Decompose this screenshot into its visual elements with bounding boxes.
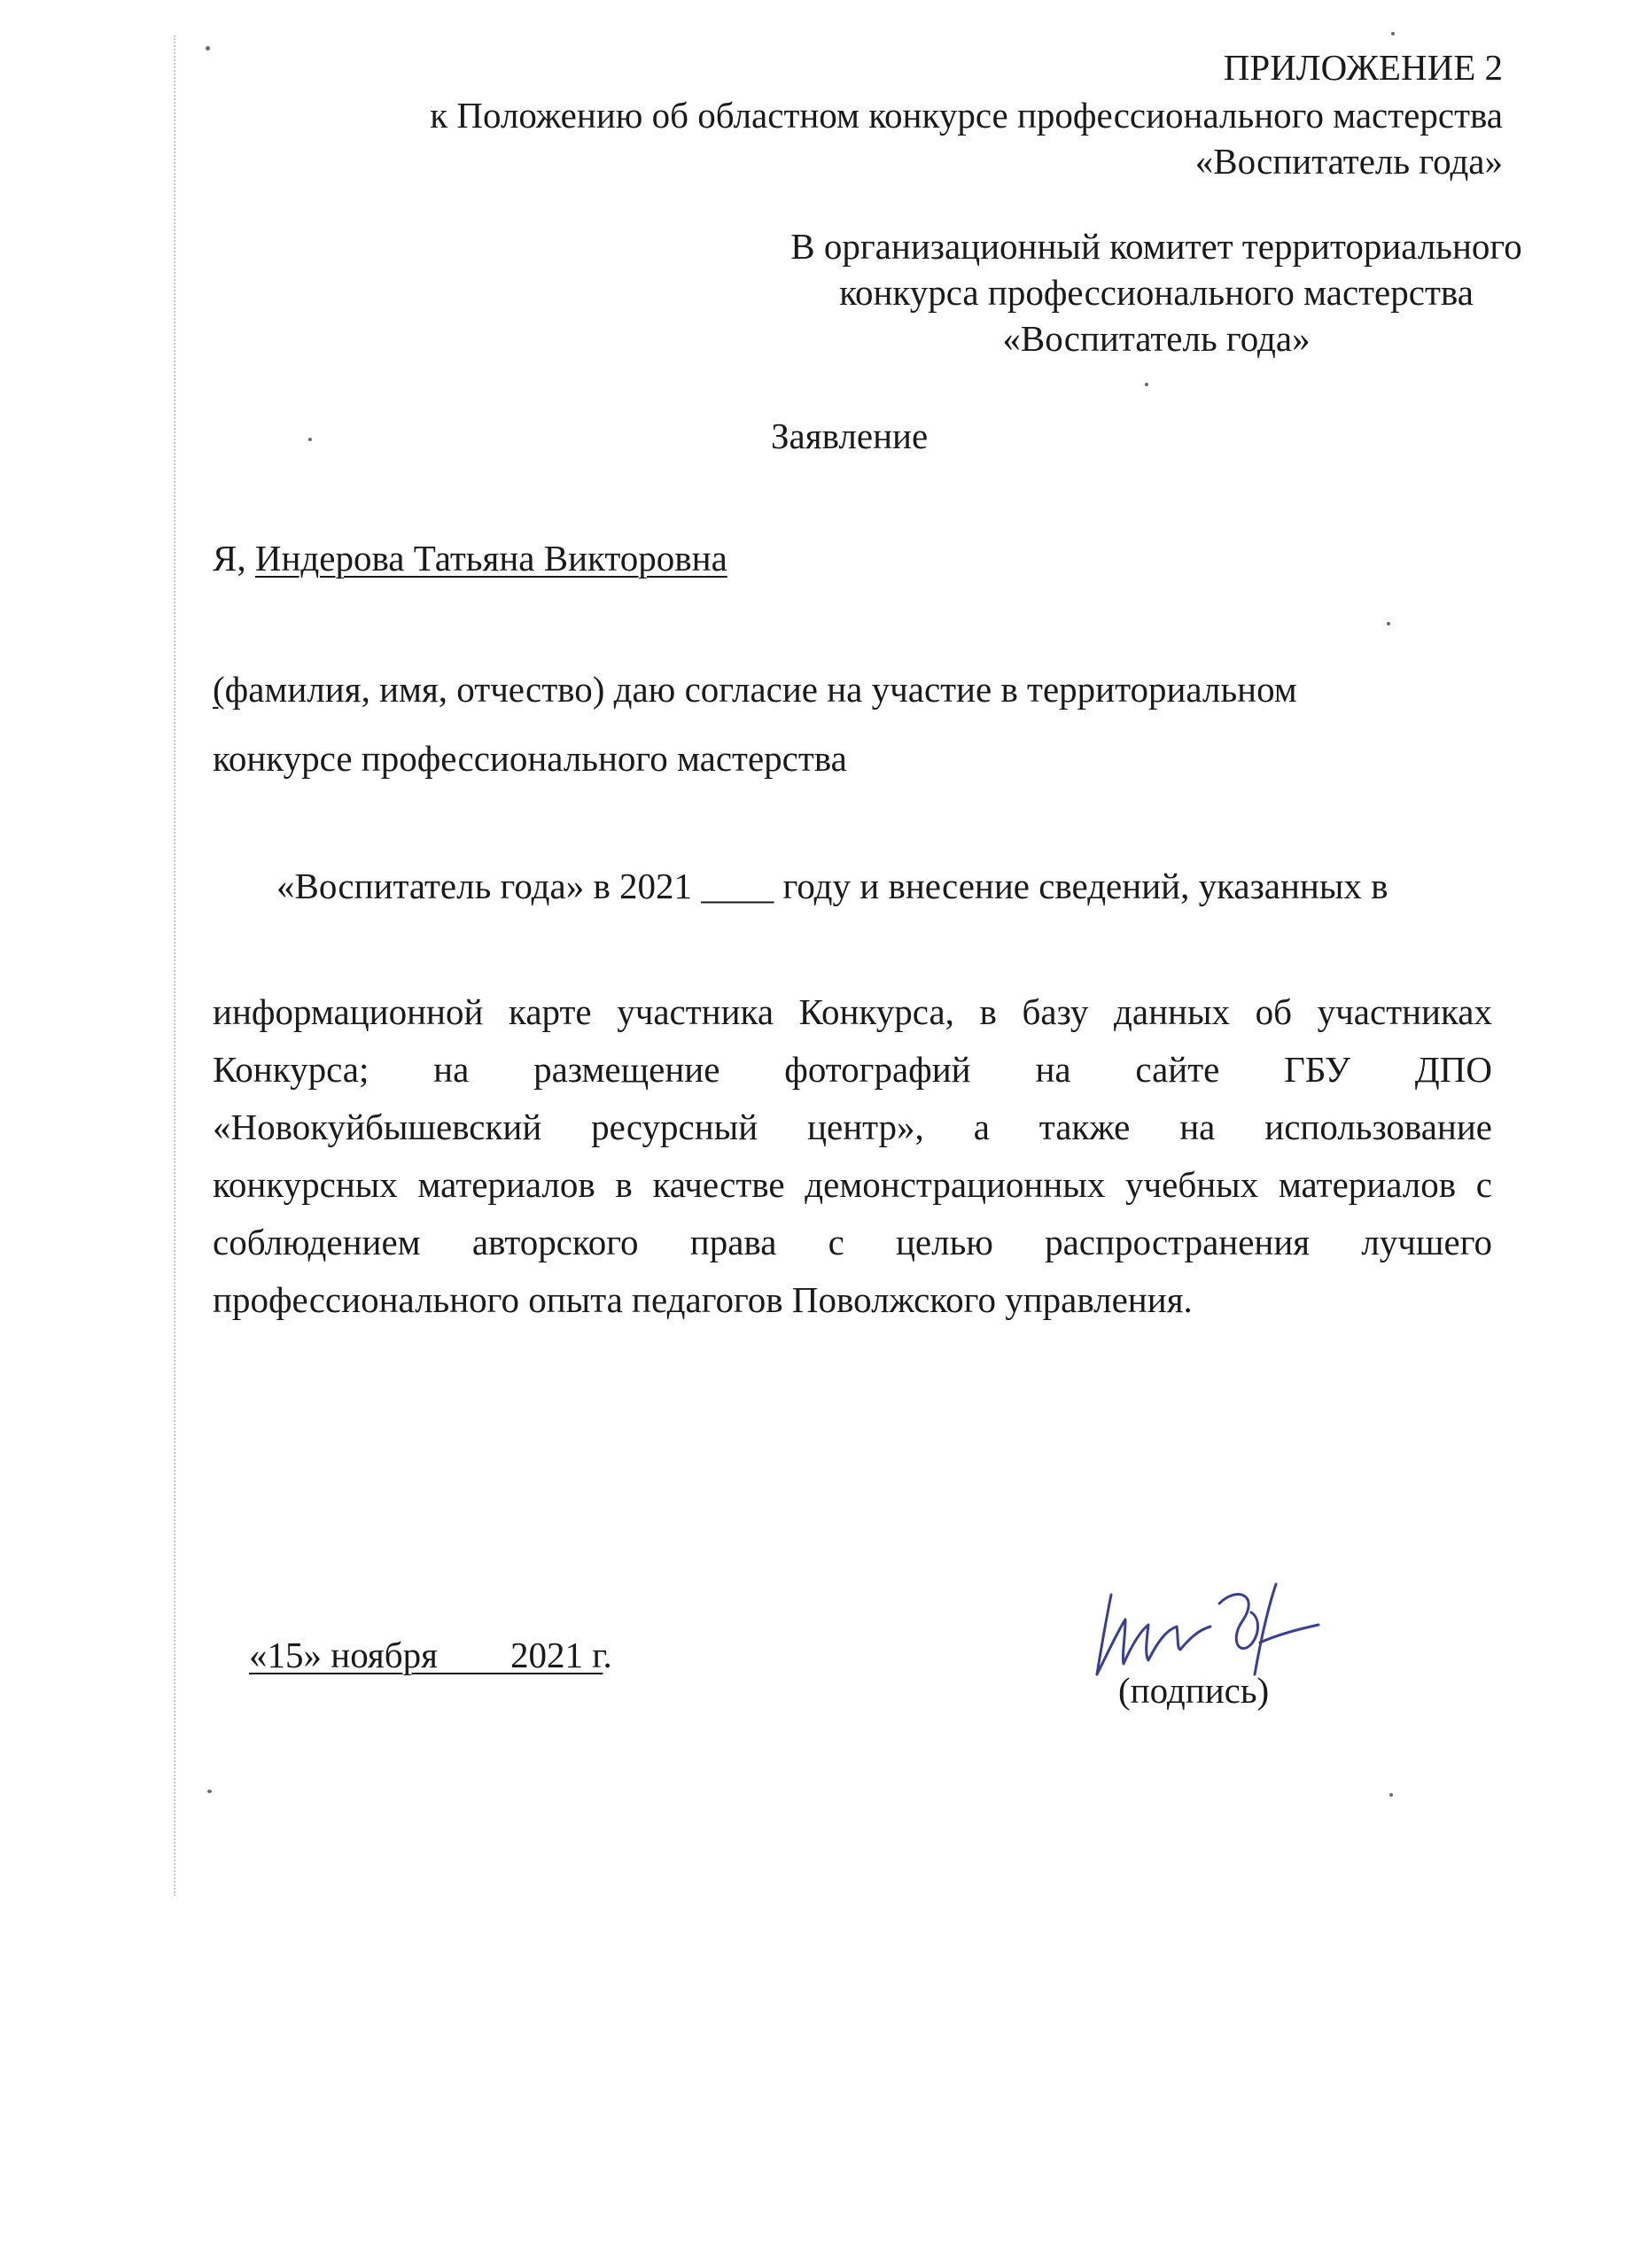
addressee-line-2: конкурса профессионального мастерства	[839, 272, 1474, 313]
regulation-reference: к Положению об областном конкурсе профессионального мастерства	[430, 95, 1503, 136]
date-period: .	[603, 1635, 612, 1675]
consent-line-2: конкурсе профессионального мастерства	[213, 738, 847, 779]
signature-label: (подпись)	[1118, 1670, 1270, 1711]
scan-speck	[1389, 1793, 1393, 1797]
contest-name: «Воспитатель года»	[1194, 141, 1503, 182]
paragraph-line: информационной карте участника Конкурса, в базу данных об участниках	[213, 991, 1492, 1032]
paragraph-line: Конкурса; на размещение фотографий на сайте ГБУ ДПО	[213, 1049, 1492, 1090]
scan-speck	[207, 1790, 212, 1793]
consent-line-1	[213, 666, 1297, 712]
date-value: «15» ноября 2021 г	[249, 1635, 603, 1675]
scan-speck	[1391, 32, 1395, 35]
addressee-line-3: «Воспитатель года»	[1002, 318, 1311, 359]
paragraph-line: конкурсных материалов в качестве демонстрационных учебных материалов с	[213, 1164, 1492, 1205]
appendix-heading: ПРИЛОЖЕНИЕ 2	[1223, 47, 1503, 88]
scan-margin-artifact	[174, 35, 175, 1896]
scan-speck	[1387, 622, 1390, 625]
contest-year-line: «Воспитатель года» в 2021 ____ году и внесение сведений, указанных в	[276, 866, 1388, 906]
paragraph-line: соблюдением авторского права с целью распространения лучшего	[213, 1222, 1492, 1262]
addressee-line-1: В организационный комитет территориального	[790, 226, 1522, 267]
fio-open-paren: (	[213, 669, 225, 710]
fio-text: фамилия, имя, отчество) даю согласие на участие в территориальном	[224, 669, 1297, 710]
consent-paragraph	[213, 983, 1492, 1329]
document-title: Заявление	[771, 416, 929, 456]
date-line	[213, 1586, 612, 1724]
applicant-line	[213, 535, 727, 581]
scan-speck	[206, 46, 210, 50]
scan-speck	[308, 438, 312, 441]
paragraph-line: «Новокуйбышевский ресурсный центр», а также на использование	[213, 1107, 1492, 1147]
scan-speck	[1145, 383, 1148, 386]
applicant-full-name: Индерова Татьяна Викторовна	[254, 538, 727, 579]
paragraph-line: профессионального опыта педагогов Поволжского управления.	[213, 1279, 1193, 1320]
applicant-prefix: Я,	[213, 538, 255, 579]
